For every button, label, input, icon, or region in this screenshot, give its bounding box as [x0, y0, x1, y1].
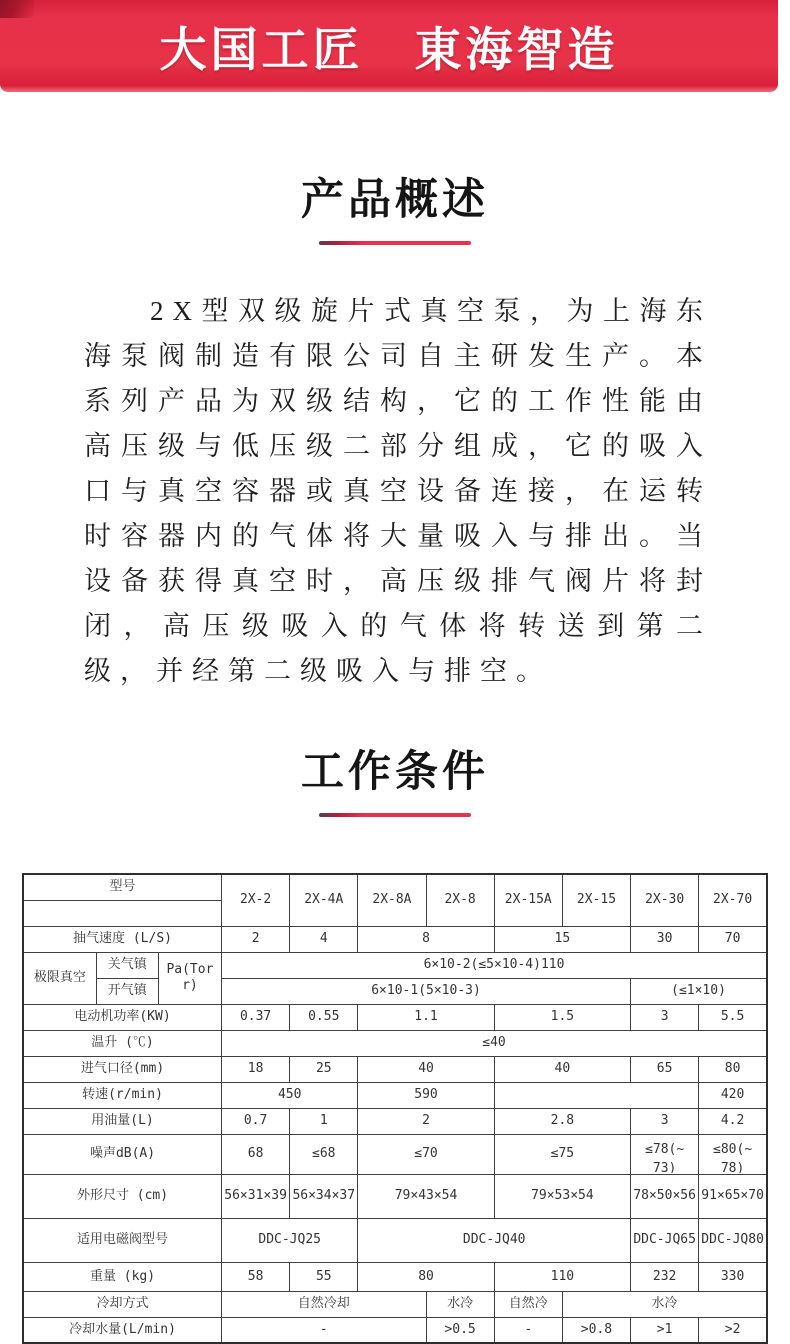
model-col-2x2: 2X-2 — [222, 874, 290, 926]
spec-cell-noise-clipped — [631, 1134, 699, 1174]
row-label: 冷却方式 — [23, 1291, 222, 1317]
spec-cell: >2 — [699, 1317, 767, 1343]
model-col-2x8: 2X-8 — [426, 874, 494, 926]
row-label: 电动机功率(KW) — [23, 1004, 222, 1030]
spec-cell: 30 — [631, 926, 699, 952]
spec-row-vacuum-open — [23, 978, 767, 1004]
spec-row-weight — [23, 1262, 767, 1291]
model-header-spacer — [23, 900, 222, 926]
spec-cell: DDC-JQ40 — [358, 1218, 631, 1262]
spec-cell: (≤1×10) — [631, 978, 767, 1004]
spec-header-row — [23, 874, 767, 900]
spec-cell: 40 — [494, 1056, 630, 1082]
spec-row-noise — [23, 1134, 767, 1174]
spec-cell: 水冷 — [562, 1291, 767, 1317]
spec-row-oil-capacity — [23, 1108, 767, 1134]
spec-cell: 25 — [290, 1056, 358, 1082]
spec-cell: 6×10-2(≤5×10-4)110 — [222, 952, 767, 978]
model-col-2x8a: 2X-8A — [358, 874, 426, 926]
spec-row-cooling-method — [23, 1291, 767, 1317]
spec-cell: - — [494, 1317, 562, 1343]
row-label: 进气口径(mm) — [23, 1056, 222, 1082]
model-col-2x15a: 2X-15A — [494, 874, 562, 926]
header-banner — [0, 0, 778, 92]
spec-cell: 自然冷却 — [222, 1291, 427, 1317]
spec-row-inlet-diameter — [23, 1056, 767, 1082]
spec-cell: ≤40 — [222, 1030, 767, 1056]
spec-table-container — [22, 873, 790, 1344]
row-label: 适用电磁阀型号 — [23, 1218, 222, 1262]
banner-title: 大国工匠 東海智造 — [159, 22, 619, 76]
model-header-label: 型号 — [23, 874, 222, 900]
spec-cell: 80 — [358, 1262, 494, 1291]
section-title-conditions: 工作条件 — [301, 748, 489, 796]
row-label: 冷却水量(L/min) — [23, 1317, 222, 1343]
spec-cell: DDC-JQ25 — [222, 1218, 358, 1262]
spec-cell: 自然冷 — [494, 1291, 562, 1317]
spec-cell: 1.5 — [494, 1004, 630, 1030]
spec-cell: 450 — [222, 1082, 358, 1108]
spec-cell-noise-clipped — [699, 1134, 767, 1174]
spec-cell-empty — [494, 1082, 699, 1108]
spec-cell: 420 — [699, 1082, 767, 1108]
spec-row-rotation-speed — [23, 1082, 767, 1108]
row-label: 转速(r/min) — [23, 1082, 222, 1108]
title-underline-conditions — [319, 813, 471, 817]
spec-cell: 590 — [358, 1082, 494, 1108]
model-col-2x4a: 2X-4A — [290, 874, 358, 926]
spec-cell: 0.55 — [290, 1004, 358, 1030]
spec-cell: 330 — [699, 1262, 767, 1291]
spec-cell: 110 — [494, 1262, 630, 1291]
spec-cell: 2 — [222, 926, 290, 952]
spec-cell: 2 — [358, 1108, 494, 1134]
row-label: 噪声dB(A) — [23, 1134, 222, 1174]
spec-cell: 6×10-1(5×10-3) — [222, 978, 631, 1004]
spec-cell: ≤75 — [494, 1134, 630, 1174]
spec-cell: 8 — [358, 926, 494, 952]
title-underline-overview — [319, 241, 471, 245]
spec-cell: 55 — [290, 1262, 358, 1291]
noise-line1: ≤80(~ — [713, 1141, 753, 1157]
model-col-2x30: 2X-30 — [631, 874, 699, 926]
spec-cell: 水冷 — [426, 1291, 494, 1317]
spec-cell: 4 — [290, 926, 358, 952]
spec-cell: >0.5 — [426, 1317, 494, 1343]
spec-cell: >0.8 — [562, 1317, 630, 1343]
row-label: 外形尺寸 (cm) — [23, 1174, 222, 1218]
spec-cell: 56×31×39 — [222, 1174, 290, 1218]
spec-cell: 79×53×54 — [494, 1174, 630, 1218]
section-title-overview: 产品概述 — [301, 176, 489, 224]
row-label-vacuum-group: 极限真空 — [23, 952, 96, 1004]
spec-table — [22, 873, 768, 1344]
spec-cell: - — [222, 1317, 427, 1343]
spec-cell: >1 — [631, 1317, 699, 1343]
model-col-2x70: 2X-70 — [699, 874, 767, 926]
spec-row-motor-power — [23, 1004, 767, 1030]
spec-cell: 3 — [631, 1004, 699, 1030]
row-label-gas-ballast-open: 开气镇 — [96, 978, 158, 1004]
spec-cell: DDC-JQ65 — [631, 1218, 699, 1262]
spec-cell: 232 — [631, 1262, 699, 1291]
spec-row-cooling-water — [23, 1317, 767, 1343]
spec-cell: 68 — [222, 1134, 290, 1174]
spec-cell: 4.2 — [699, 1108, 767, 1134]
row-label-vacuum-unit: Pa(Torr) — [158, 952, 221, 1004]
spec-row-pumping-speed — [23, 926, 767, 952]
spec-cell: 0.7 — [222, 1108, 290, 1134]
spec-row-dimensions — [23, 1174, 767, 1218]
spec-cell: 1.1 — [358, 1004, 494, 1030]
spec-cell: 58 — [222, 1262, 290, 1291]
row-label-gas-ballast-closed: 关气镇 — [96, 952, 158, 978]
row-label: 重量 (kg) — [23, 1262, 222, 1291]
row-label: 抽气速度 (L/S) — [23, 926, 222, 952]
overview-paragraph: 2X型双级旋片式真空泵，为上海东海泵阀制造有限公司自主研发生产。本系列产品为双级结构，它的工作性能由高压级与低压级二部分组成，它的吸入口与真空容器或真空设备连接，在运转时容器内的气体将大量吸入与排出。当设备获得真空时，高压级排气阀片将封闭，高压级吸入的气体将转送到第二级，并经第二级吸入与排空。 — [84, 296, 712, 686]
noise-line2-clipped: 78) — [720, 1160, 745, 1173]
spec-row-solenoid-valve — [23, 1218, 767, 1262]
spec-cell: 80 — [699, 1056, 767, 1082]
model-col-2x15: 2X-15 — [562, 874, 630, 926]
noise-line1: ≤78(~ — [645, 1141, 685, 1157]
row-label: 用油量(L) — [23, 1108, 222, 1134]
spec-cell: 0.37 — [222, 1004, 290, 1030]
spec-cell: 56×34×37 — [290, 1174, 358, 1218]
spec-row-temp-rise — [23, 1030, 767, 1056]
spec-cell: 2.8 — [494, 1108, 630, 1134]
spec-cell: 78×50×56 — [631, 1174, 699, 1218]
spec-cell: 91×65×70 — [699, 1174, 767, 1218]
spec-cell: 18 — [222, 1056, 290, 1082]
spec-cell: ≤68 — [290, 1134, 358, 1174]
spec-cell: 70 — [699, 926, 767, 952]
spec-cell: 40 — [358, 1056, 494, 1082]
spec-cell: 79×43×54 — [358, 1174, 494, 1218]
spec-cell: 1 — [290, 1108, 358, 1134]
spec-cell: DDC-JQ80 — [699, 1218, 767, 1262]
spec-cell: 15 — [494, 926, 630, 952]
spec-cell: 5.5 — [699, 1004, 767, 1030]
spec-cell: 3 — [631, 1108, 699, 1134]
noise-line2-clipped: 73) — [652, 1160, 677, 1173]
spec-cell: 65 — [631, 1056, 699, 1082]
spec-row-vacuum-closed — [23, 952, 767, 978]
spec-cell: ≤70 — [358, 1134, 494, 1174]
row-label: 温升 (℃) — [23, 1030, 222, 1056]
